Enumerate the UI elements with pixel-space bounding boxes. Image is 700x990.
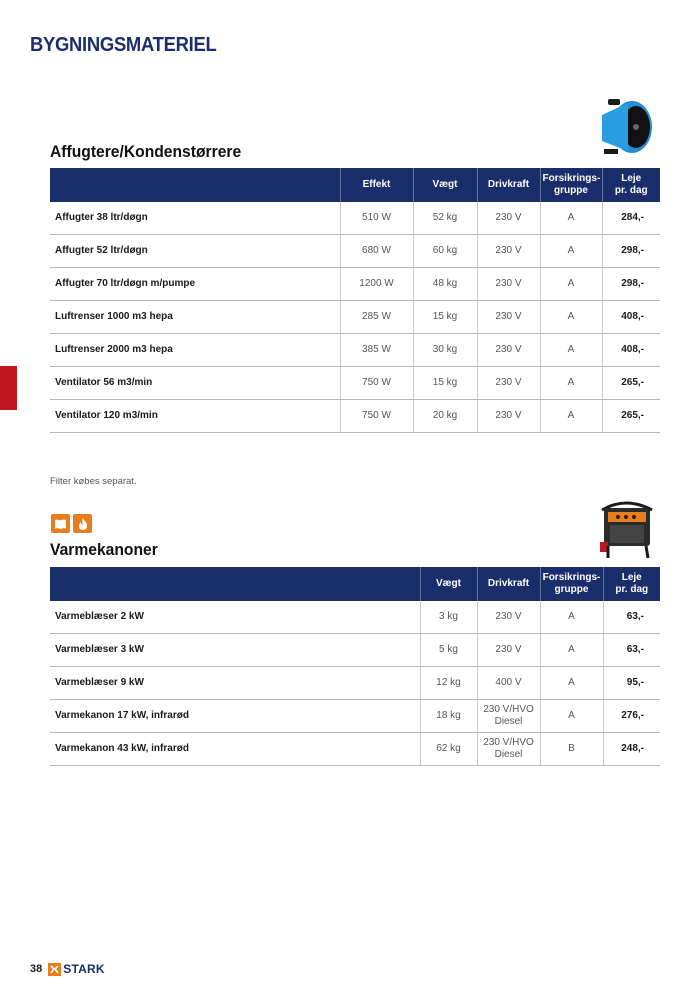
daily-price: 298,- bbox=[602, 268, 660, 301]
column-header-drivkraft: Drivkraft bbox=[477, 567, 540, 601]
product-name: Ventilator 120 m3/min bbox=[50, 400, 340, 433]
table-row bbox=[50, 667, 660, 700]
cell-gruppe: A bbox=[540, 202, 602, 235]
cell-effekt: 750 W bbox=[340, 400, 413, 433]
cell-vaegt: 60 kg bbox=[413, 235, 477, 268]
product-name: Varmeblæser 2 kW bbox=[50, 601, 420, 634]
section-side-tab bbox=[0, 366, 17, 410]
column-header-vaegt: Vægt bbox=[413, 168, 477, 202]
cell-gruppe: A bbox=[540, 634, 603, 667]
column-header bbox=[50, 168, 340, 202]
cell-vaegt: 15 kg bbox=[413, 301, 477, 334]
cell-drivkraft: 230 V/HVO Diesel bbox=[477, 700, 540, 733]
page-number: 38 bbox=[30, 963, 43, 975]
product-name: Luftrenser 2000 m3 hepa bbox=[50, 334, 340, 367]
column-header-gruppe: Forsikrings- gruppe bbox=[540, 567, 603, 601]
column-header-vaegt: Vægt bbox=[420, 567, 477, 601]
category-icons bbox=[51, 514, 92, 533]
product-name: Luftrenser 1000 m3 hepa bbox=[50, 301, 340, 334]
daily-price: 408,- bbox=[602, 301, 660, 334]
cell-gruppe: A bbox=[540, 667, 603, 700]
cell-vaegt: 20 kg bbox=[413, 400, 477, 433]
table-row bbox=[50, 601, 660, 634]
daily-price: 63,- bbox=[603, 634, 660, 667]
page-footer bbox=[30, 962, 105, 976]
column-header-effekt: Effekt bbox=[340, 168, 413, 202]
table-row bbox=[50, 367, 660, 400]
cell-gruppe: A bbox=[540, 601, 603, 634]
column-header bbox=[50, 567, 420, 601]
cell-drivkraft: 400 V bbox=[477, 667, 540, 700]
cell-gruppe: A bbox=[540, 700, 603, 733]
stark-logo-mark-icon bbox=[48, 963, 61, 976]
cell-gruppe: A bbox=[540, 268, 602, 301]
column-header-leje: Leje pr. dag bbox=[603, 567, 660, 601]
cell-drivkraft: 230 V bbox=[477, 634, 540, 667]
table-header-row bbox=[50, 168, 660, 202]
book-icon bbox=[51, 514, 70, 533]
daily-price: 276,- bbox=[603, 700, 660, 733]
cell-effekt: 750 W bbox=[340, 367, 413, 400]
cell-vaegt: 3 kg bbox=[420, 601, 477, 634]
daily-price: 248,- bbox=[603, 733, 660, 766]
table-row bbox=[50, 268, 660, 301]
cell-vaegt: 18 kg bbox=[420, 700, 477, 733]
cell-vaegt: 30 kg bbox=[413, 334, 477, 367]
table-row bbox=[50, 400, 660, 433]
table-row bbox=[50, 733, 660, 766]
daily-price: 95,- bbox=[603, 667, 660, 700]
cell-drivkraft: 230 V bbox=[477, 367, 540, 400]
cell-gruppe: A bbox=[540, 367, 602, 400]
page-title: BYGNINGSMATERIEL bbox=[30, 34, 217, 56]
cell-effekt: 510 W bbox=[340, 202, 413, 235]
cell-gruppe: A bbox=[540, 334, 602, 367]
daily-price: 298,- bbox=[602, 235, 660, 268]
heater-price-table bbox=[50, 567, 660, 766]
table-row bbox=[50, 700, 660, 733]
product-name: Affugter 70 ltr/døgn m/pumpe bbox=[50, 268, 340, 301]
cell-drivkraft: 230 V bbox=[477, 334, 540, 367]
cell-vaegt: 62 kg bbox=[420, 733, 477, 766]
table-row bbox=[50, 235, 660, 268]
fan-product-image bbox=[594, 97, 656, 161]
daily-price: 284,- bbox=[602, 202, 660, 235]
daily-price: 265,- bbox=[602, 367, 660, 400]
cell-gruppe: A bbox=[540, 235, 602, 268]
cell-drivkraft: 230 V bbox=[477, 202, 540, 235]
cell-vaegt: 5 kg bbox=[420, 634, 477, 667]
table-row bbox=[50, 334, 660, 367]
cell-gruppe: A bbox=[540, 400, 602, 433]
cell-effekt: 385 W bbox=[340, 334, 413, 367]
product-name: Varmekanon 17 kW, infrarød bbox=[50, 700, 420, 733]
stark-logo bbox=[48, 962, 104, 976]
table-row bbox=[50, 301, 660, 334]
cell-vaegt: 15 kg bbox=[413, 367, 477, 400]
product-name: Varmeblæser 3 kW bbox=[50, 634, 420, 667]
table-row bbox=[50, 202, 660, 235]
flame-icon bbox=[73, 514, 92, 533]
cell-drivkraft: 230 V bbox=[477, 301, 540, 334]
cell-effekt: 1200 W bbox=[340, 268, 413, 301]
filter-note: Filter købes separat. bbox=[50, 476, 137, 487]
cell-effekt: 680 W bbox=[340, 235, 413, 268]
heater-section-title: Varmekanoner bbox=[50, 540, 158, 559]
cell-vaegt: 12 kg bbox=[420, 667, 477, 700]
brand-name: STARK bbox=[63, 962, 105, 976]
daily-price: 408,- bbox=[602, 334, 660, 367]
cell-drivkraft: 230 V/HVO Diesel bbox=[477, 733, 540, 766]
heater-product-image bbox=[596, 498, 658, 560]
column-header-gruppe: Forsikrings- gruppe bbox=[540, 168, 602, 202]
product-name: Affugter 52 ltr/døgn bbox=[50, 235, 340, 268]
daily-price: 63,- bbox=[603, 601, 660, 634]
product-name: Affugter 38 ltr/døgn bbox=[50, 202, 340, 235]
dehumidifier-section-title: Affugtere/Kondenstørrere bbox=[50, 142, 242, 161]
product-name: Varmeblæser 9 kW bbox=[50, 667, 420, 700]
cell-vaegt: 48 kg bbox=[413, 268, 477, 301]
cell-drivkraft: 230 V bbox=[477, 400, 540, 433]
cell-drivkraft: 230 V bbox=[477, 601, 540, 634]
cell-drivkraft: 230 V bbox=[477, 268, 540, 301]
cell-gruppe: B bbox=[540, 733, 603, 766]
cell-effekt: 285 W bbox=[340, 301, 413, 334]
dehumidifier-price-table bbox=[50, 168, 660, 433]
daily-price: 265,- bbox=[602, 400, 660, 433]
product-name: Ventilator 56 m3/min bbox=[50, 367, 340, 400]
column-header-drivkraft: Drivkraft bbox=[477, 168, 540, 202]
cell-drivkraft: 230 V bbox=[477, 235, 540, 268]
table-row bbox=[50, 634, 660, 667]
table-header-row bbox=[50, 567, 660, 601]
column-header-leje: Leje pr. dag bbox=[602, 168, 660, 202]
cell-gruppe: A bbox=[540, 301, 602, 334]
product-name: Varmekanon 43 kW, infrarød bbox=[50, 733, 420, 766]
cell-vaegt: 52 kg bbox=[413, 202, 477, 235]
